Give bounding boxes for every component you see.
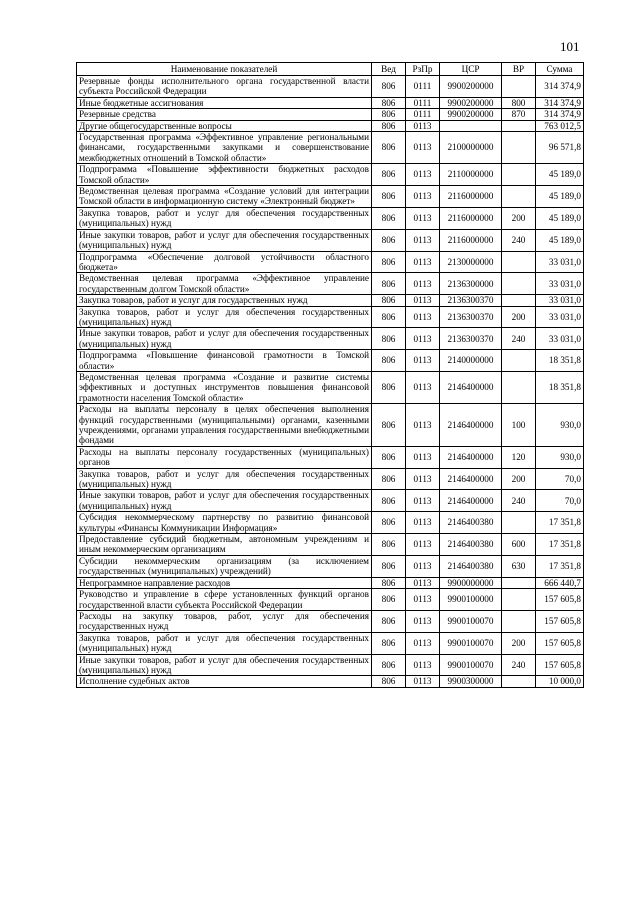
cell-name: Иные закупки товаров, работ и услуг для обеспечения государственных (муниципальных) нужд	[77, 490, 372, 512]
column-header-sum: Сумма	[536, 63, 584, 76]
cell-ved: 806	[372, 534, 406, 556]
cell-vr	[502, 120, 536, 131]
cell-ved: 806	[372, 120, 406, 131]
cell-sum: 33 031,0	[536, 328, 584, 350]
cell-ved: 806	[372, 371, 406, 403]
cell-rzpr: 0113	[406, 251, 440, 273]
cell-rzpr: 0113	[406, 555, 440, 577]
cell-sum: 96 571,8	[536, 132, 584, 164]
cell-sum: 33 031,0	[536, 273, 584, 295]
cell-csr: 9900200000	[440, 97, 502, 108]
cell-rzpr: 0113	[406, 328, 440, 350]
table-row	[77, 306, 584, 328]
cell-rzpr: 0113	[406, 295, 440, 306]
table-row	[77, 534, 584, 556]
table-row	[77, 632, 584, 654]
table-row	[77, 229, 584, 251]
table-row	[77, 76, 584, 98]
cell-rzpr: 0113	[406, 534, 440, 556]
column-header-name: Наименование показателей	[77, 63, 372, 76]
cell-vr	[502, 589, 536, 611]
cell-ved: 806	[372, 350, 406, 372]
cell-csr: 9900200000	[440, 109, 502, 120]
cell-ved: 806	[372, 676, 406, 687]
cell-sum: 666 440,7	[536, 577, 584, 588]
cell-sum: 18 351,8	[536, 371, 584, 403]
cell-sum: 157 605,8	[536, 589, 584, 611]
cell-name: Иные закупки товаров, работ и услуг для обеспечения государственных (муниципальных) нужд	[77, 229, 372, 251]
cell-rzpr: 0113	[406, 654, 440, 676]
cell-csr: 2136300370	[440, 306, 502, 328]
cell-ved: 806	[372, 512, 406, 534]
cell-sum: 10 000,0	[536, 676, 584, 687]
cell-ved: 806	[372, 251, 406, 273]
cell-ved: 806	[372, 328, 406, 350]
cell-name: Резервные фонды исполнительного органа государственной власти субъекта Российской Федерации	[77, 76, 372, 98]
cell-ved: 806	[372, 589, 406, 611]
cell-sum: 157 605,8	[536, 610, 584, 632]
cell-rzpr: 0113	[406, 632, 440, 654]
table-row	[77, 350, 584, 372]
cell-sum: 33 031,0	[536, 306, 584, 328]
cell-rzpr: 0111	[406, 109, 440, 120]
cell-name: Расходы на выплаты персоналу государственных (муниципальных) органов	[77, 446, 372, 468]
cell-rzpr: 0113	[406, 676, 440, 687]
table-row	[77, 404, 584, 447]
cell-csr: 2146400380	[440, 512, 502, 534]
cell-sum: 33 031,0	[536, 251, 584, 273]
cell-csr: 9900100070	[440, 632, 502, 654]
cell-vr: 200	[502, 468, 536, 490]
column-header-csr: ЦСР	[440, 63, 502, 76]
cell-sum: 45 189,0	[536, 186, 584, 208]
cell-rzpr: 0113	[406, 610, 440, 632]
cell-csr: 2146400000	[440, 490, 502, 512]
cell-vr	[502, 251, 536, 273]
cell-rzpr: 0113	[406, 164, 440, 186]
cell-csr: 2146400000	[440, 371, 502, 403]
cell-sum: 17 351,8	[536, 534, 584, 556]
cell-name: Закупка товаров, работ и услуг для обеспечения государственных (муниципальных) нужд	[77, 306, 372, 328]
cell-rzpr: 0113	[406, 306, 440, 328]
cell-sum: 314 374,9	[536, 97, 584, 108]
cell-ved: 806	[372, 97, 406, 108]
cell-rzpr: 0113	[406, 512, 440, 534]
cell-ved: 806	[372, 490, 406, 512]
cell-name: Подпрограмма «Обеспечение долговой устойчивости областного бюджета»	[77, 251, 372, 273]
cell-name: Иные бюджетные ассигнования	[77, 97, 372, 108]
cell-name: Иные закупки товаров, работ и услуг для обеспечения государственных (муниципальных) нужд	[77, 328, 372, 350]
table-row	[77, 207, 584, 229]
cell-csr	[440, 120, 502, 131]
cell-vr	[502, 164, 536, 186]
table-row	[77, 295, 584, 306]
cell-ved: 806	[372, 610, 406, 632]
table-row	[77, 676, 584, 687]
cell-vr	[502, 295, 536, 306]
cell-sum: 763 012,5	[536, 120, 584, 131]
cell-csr: 2116000000	[440, 229, 502, 251]
cell-sum: 157 605,8	[536, 632, 584, 654]
table-row	[77, 610, 584, 632]
cell-ved: 806	[372, 404, 406, 447]
cell-ved: 806	[372, 654, 406, 676]
cell-csr: 2146400380	[440, 534, 502, 556]
cell-sum: 314 374,9	[536, 109, 584, 120]
cell-csr: 2110000000	[440, 164, 502, 186]
cell-ved: 806	[372, 76, 406, 98]
column-header-ved: Вед	[372, 63, 406, 76]
cell-vr: 800	[502, 97, 536, 108]
cell-rzpr: 0113	[406, 132, 440, 164]
cell-rzpr: 0113	[406, 350, 440, 372]
cell-csr: 2146400000	[440, 468, 502, 490]
cell-rzpr: 0113	[406, 468, 440, 490]
cell-rzpr: 0113	[406, 404, 440, 447]
cell-name: Непрограммное направление расходов	[77, 577, 372, 588]
cell-vr: 240	[502, 229, 536, 251]
cell-sum: 45 189,0	[536, 207, 584, 229]
cell-rzpr: 0113	[406, 120, 440, 131]
cell-rzpr: 0111	[406, 76, 440, 98]
cell-name: Исполнение судебных актов	[77, 676, 372, 687]
cell-csr: 2140000000	[440, 350, 502, 372]
cell-ved: 806	[372, 229, 406, 251]
cell-csr: 2116000000	[440, 186, 502, 208]
cell-ved: 806	[372, 273, 406, 295]
cell-name: Субсидия некоммерческому партнерству по развитию финансовой культуры «Финансы Коммуникации Информация»	[77, 512, 372, 534]
cell-sum: 17 351,8	[536, 555, 584, 577]
page-number: 101	[560, 39, 580, 54]
table-row	[77, 512, 584, 534]
cell-vr	[502, 132, 536, 164]
table-row	[77, 186, 584, 208]
cell-csr: 2136300370	[440, 328, 502, 350]
cell-rzpr: 0113	[406, 490, 440, 512]
cell-sum: 45 189,0	[536, 164, 584, 186]
budget-table	[76, 62, 584, 688]
cell-csr: 9900100070	[440, 654, 502, 676]
table-row	[77, 120, 584, 131]
cell-name: Субсидии некоммерческим организациям (за исключением государственных (муниципальных) учреждений)	[77, 555, 372, 577]
cell-rzpr: 0111	[406, 97, 440, 108]
cell-name: Ведомственная целевая программа «Создание условий для интеграции Томской области в информационную систему «Электронный бюджет»	[77, 186, 372, 208]
column-header-rzpr: РзПр	[406, 63, 440, 76]
table-row	[77, 654, 584, 676]
cell-rzpr: 0113	[406, 577, 440, 588]
cell-name: Ведомственная целевая программа «Эффективное управление государственным долгом Томской области»	[77, 273, 372, 295]
cell-sum: 45 189,0	[536, 229, 584, 251]
cell-csr: 2130000000	[440, 251, 502, 273]
cell-vr: 630	[502, 555, 536, 577]
cell-csr: 9900200000	[440, 76, 502, 98]
cell-vr	[502, 577, 536, 588]
cell-rzpr: 0113	[406, 186, 440, 208]
cell-vr: 200	[502, 632, 536, 654]
cell-name: Закупка товаров, работ и услуг для обеспечения государственных (муниципальных) нужд	[77, 207, 372, 229]
table-row	[77, 109, 584, 120]
table-row	[77, 164, 584, 186]
table-row	[77, 589, 584, 611]
cell-vr: 100	[502, 404, 536, 447]
cell-vr	[502, 350, 536, 372]
cell-name: Подпрограмма «Повышение финансовой грамотности в Томской области»	[77, 350, 372, 372]
cell-name: Резервные средства	[77, 109, 372, 120]
cell-sum: 70,0	[536, 490, 584, 512]
cell-name: Закупка товаров, работ и услуг для государственных нужд	[77, 295, 372, 306]
cell-csr: 9900100000	[440, 589, 502, 611]
cell-ved: 806	[372, 132, 406, 164]
cell-sum: 33 031,0	[536, 295, 584, 306]
cell-ved: 806	[372, 446, 406, 468]
column-header-vr: ВР	[502, 63, 536, 76]
cell-rzpr: 0113	[406, 446, 440, 468]
cell-name: Руководство и управление в сфере установленных функций органов государственной власти субъекта Российской Федерации	[77, 589, 372, 611]
cell-name: Подпрограмма «Повышение эффективности бюджетных расходов Томской области»	[77, 164, 372, 186]
cell-ved: 806	[372, 306, 406, 328]
cell-sum: 18 351,8	[536, 350, 584, 372]
cell-name: Расходы на закупку товаров, работ, услуг для обеспечения государственных нужд	[77, 610, 372, 632]
cell-csr: 9900100070	[440, 610, 502, 632]
cell-csr: 2136300370	[440, 295, 502, 306]
cell-vr	[502, 512, 536, 534]
table-row	[77, 328, 584, 350]
cell-ved: 806	[372, 468, 406, 490]
table-row	[77, 446, 584, 468]
cell-csr: 9900300000	[440, 676, 502, 687]
cell-name: Другие общегосударственные вопросы	[77, 120, 372, 131]
cell-vr: 240	[502, 490, 536, 512]
cell-ved: 806	[372, 164, 406, 186]
cell-sum: 314 374,9	[536, 76, 584, 98]
cell-name: Государственная программа «Эффективное управление региональными финансами, государственными закупками и совершенствование межбюджетных отношений в Томской области»	[77, 132, 372, 164]
cell-sum: 157 605,8	[536, 654, 584, 676]
cell-vr: 240	[502, 654, 536, 676]
cell-sum: 17 351,8	[536, 512, 584, 534]
cell-csr: 2146400000	[440, 446, 502, 468]
cell-name: Иные закупки товаров, работ и услуг для обеспечения государственных (муниципальных) нужд	[77, 654, 372, 676]
cell-sum: 930,0	[536, 404, 584, 447]
cell-ved: 806	[372, 295, 406, 306]
table-row	[77, 97, 584, 108]
cell-csr: 2146400000	[440, 404, 502, 447]
cell-sum: 70,0	[536, 468, 584, 490]
cell-ved: 806	[372, 207, 406, 229]
cell-vr: 870	[502, 109, 536, 120]
cell-rzpr: 0113	[406, 229, 440, 251]
cell-sum: 930,0	[536, 446, 584, 468]
cell-vr: 240	[502, 328, 536, 350]
table-row	[77, 468, 584, 490]
cell-vr	[502, 186, 536, 208]
table-row	[77, 577, 584, 588]
cell-ved: 806	[372, 577, 406, 588]
cell-vr	[502, 273, 536, 295]
cell-rzpr: 0113	[406, 589, 440, 611]
table-row	[77, 273, 584, 295]
cell-ved: 806	[372, 109, 406, 120]
cell-vr	[502, 76, 536, 98]
cell-vr	[502, 676, 536, 687]
table-row	[77, 132, 584, 164]
table-row	[77, 251, 584, 273]
cell-vr	[502, 610, 536, 632]
cell-name: Закупка товаров, работ и услуг для обеспечения государственных (муниципальных) нужд	[77, 468, 372, 490]
cell-name: Расходы на выплаты персоналу в целях обеспечения выполнения функций государственными (муниципальными) органами, казенными учреждениями, органами управления государственными внебюджетными фондами	[77, 404, 372, 447]
cell-csr: 2100000000	[440, 132, 502, 164]
cell-ved: 806	[372, 186, 406, 208]
table-row	[77, 555, 584, 577]
cell-rzpr: 0113	[406, 273, 440, 295]
cell-ved: 806	[372, 555, 406, 577]
cell-csr: 2116000000	[440, 207, 502, 229]
cell-rzpr: 0113	[406, 371, 440, 403]
cell-vr: 600	[502, 534, 536, 556]
cell-csr: 2146400380	[440, 555, 502, 577]
cell-csr: 9900000000	[440, 577, 502, 588]
cell-name: Ведомственная целевая программа «Создание и развитие системы эффективных и доступных инструментов повышения финансовой грамотности населения Томской области»	[77, 371, 372, 403]
table-body	[77, 76, 584, 688]
cell-rzpr: 0113	[406, 207, 440, 229]
cell-vr: 120	[502, 446, 536, 468]
cell-vr: 200	[502, 306, 536, 328]
table-row	[77, 490, 584, 512]
cell-name: Закупка товаров, работ и услуг для обеспечения государственных (муниципальных) нужд	[77, 632, 372, 654]
cell-ved: 806	[372, 632, 406, 654]
table-row	[77, 371, 584, 403]
cell-vr: 200	[502, 207, 536, 229]
cell-name: Предоставление субсидий бюджетным, автономным учреждениям и иным некоммерческим организациям	[77, 534, 372, 556]
table-header-row	[77, 63, 584, 76]
cell-vr	[502, 371, 536, 403]
cell-csr: 2136300000	[440, 273, 502, 295]
